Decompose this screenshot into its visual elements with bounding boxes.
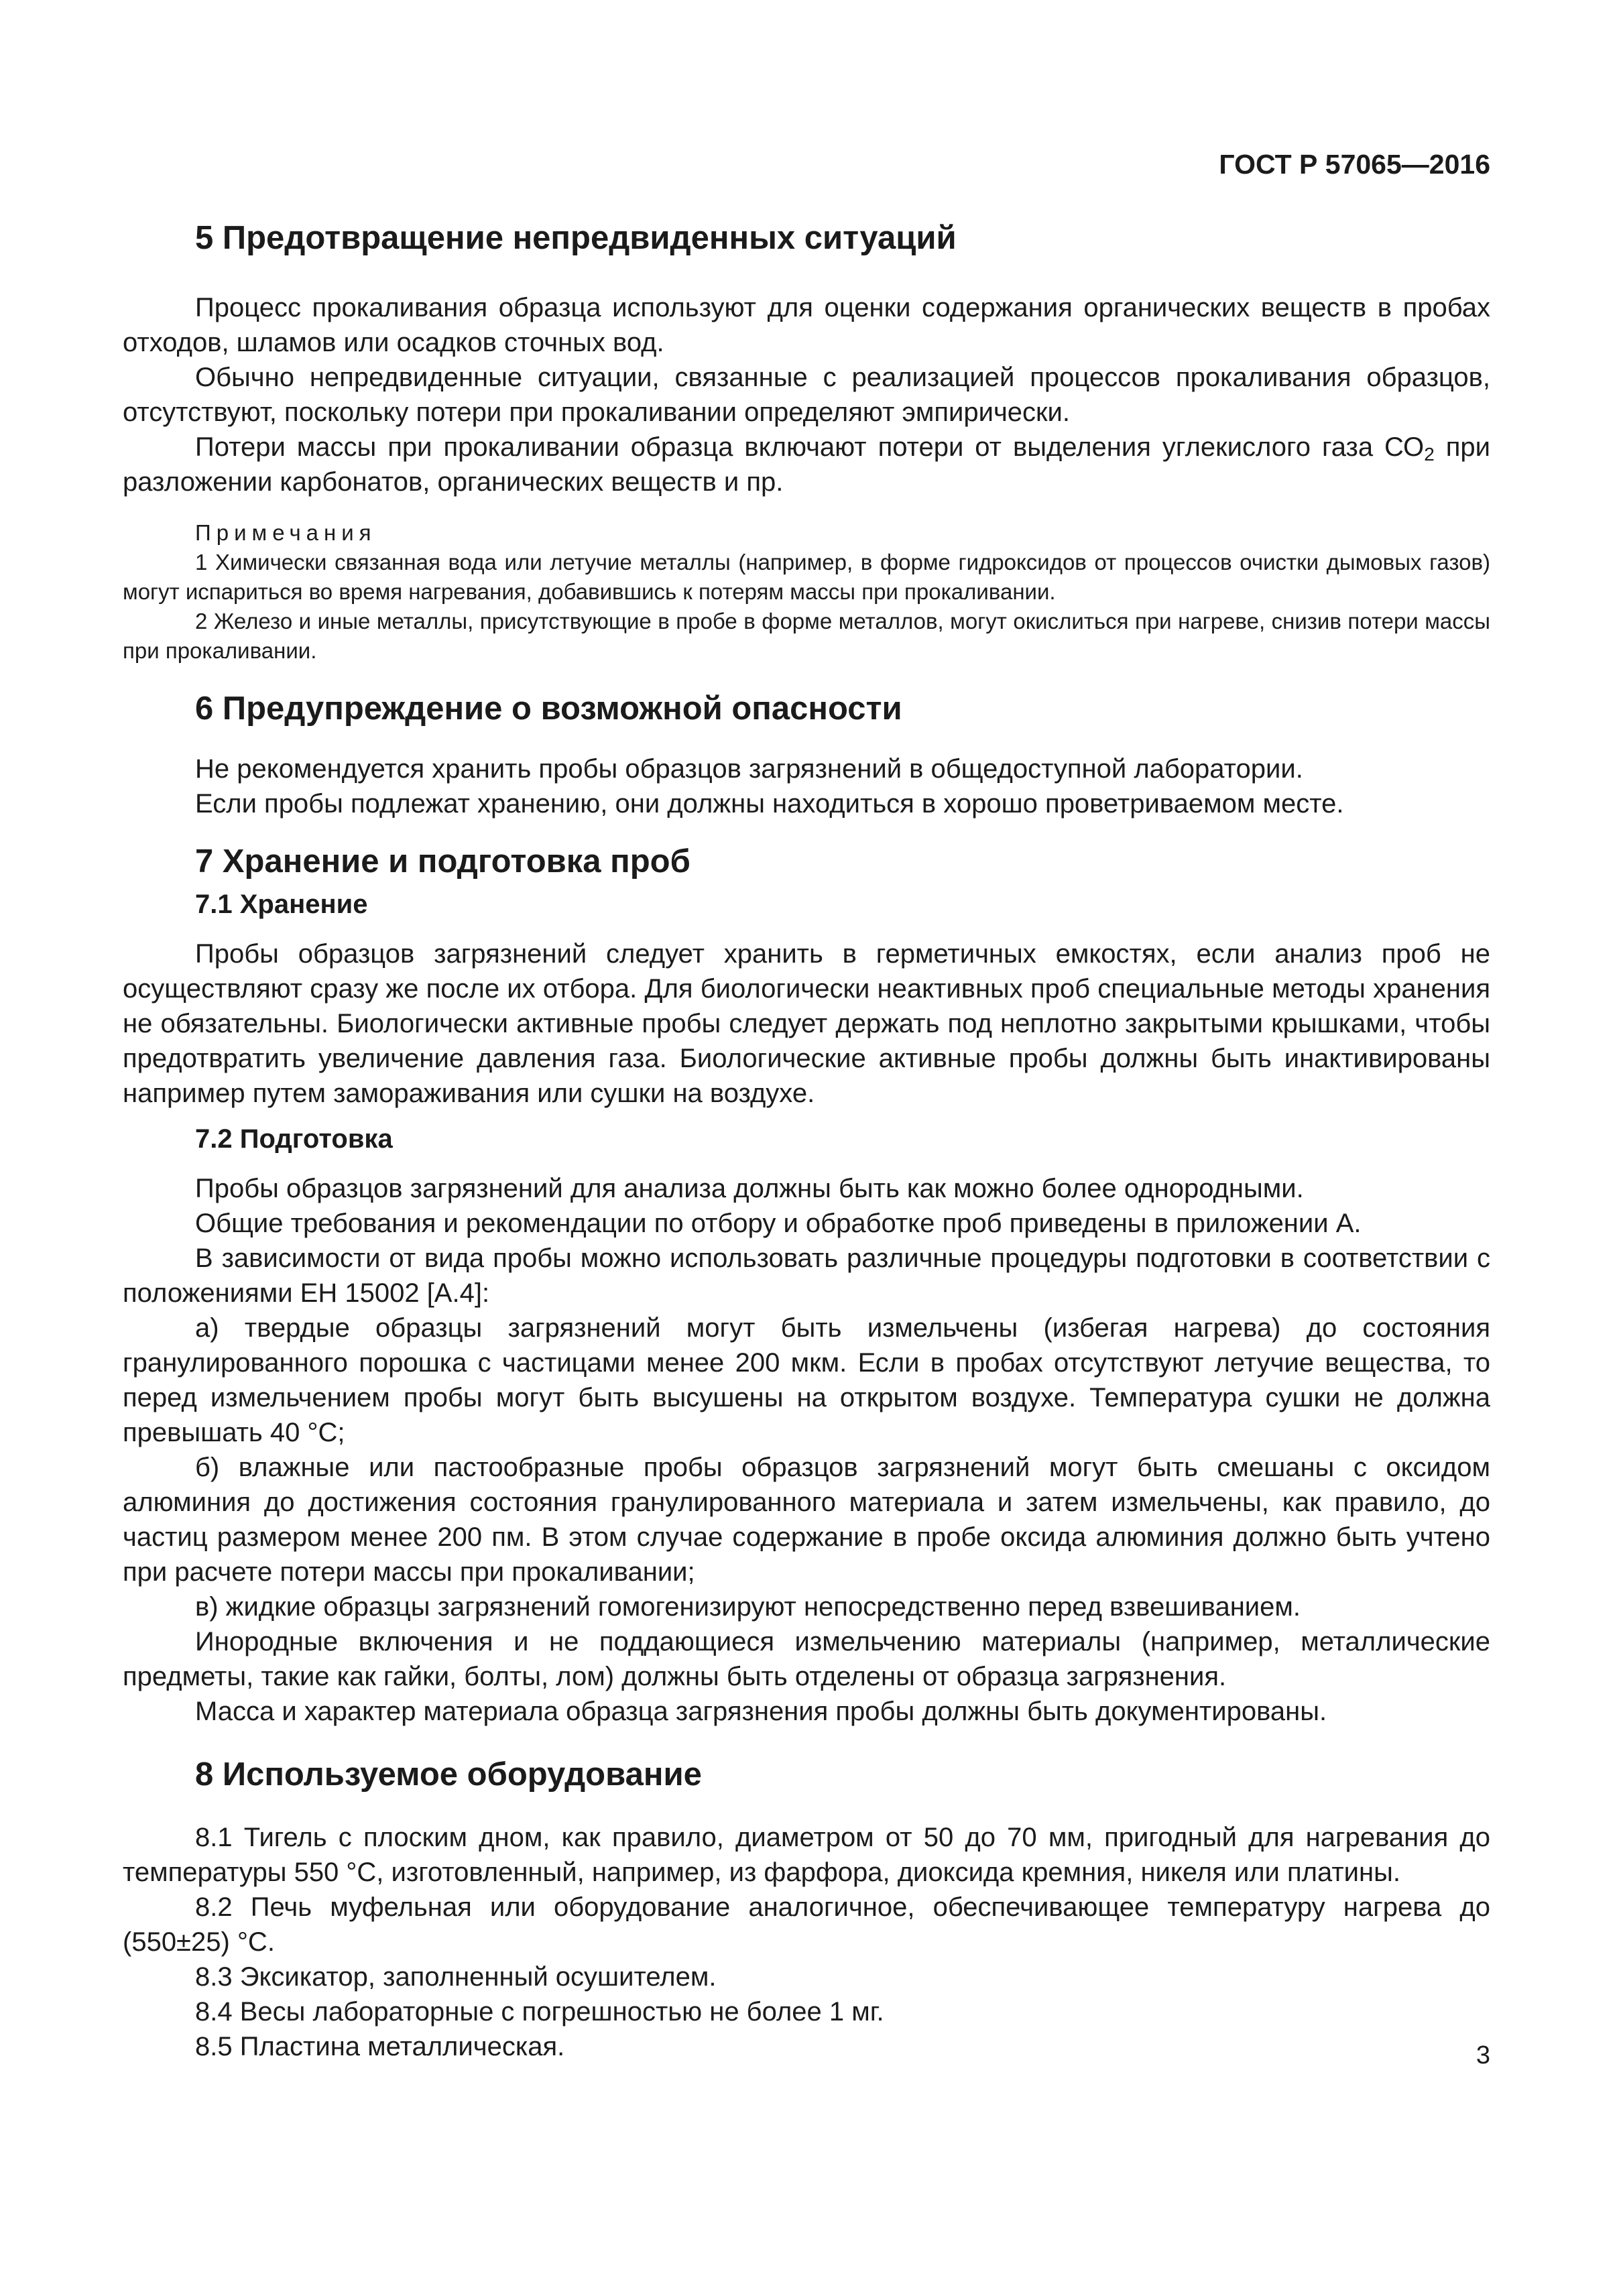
section-5-title: 5 Предотвращение непредвиденных ситуаций: [195, 220, 957, 256]
list-item-b: б) влажные или пастообразные пробы образцов загрязнений могут быть смешаны с оксидом алюминия до достижения состояния гранулированного материала и затем измельчены, как правило, до частиц размером менее 200 пм. В этом случае содержание в пробе оксида алюминия должно быть учтено при расчете потери массы при прокаливании;: [123, 1453, 1490, 1587]
equipment-item: 8.1 Тигель с плоским дном, как правило, диаметром от 50 до 70 мм, пригодный для нагревания до температуры 550 °С, изготовленный, например, из фарфора, диоксида кремния, никеля или платины.: [123, 1823, 1490, 1887]
equipment-item: 8.3 Эксикатор, заполненный осушителем.: [195, 1962, 717, 1992]
section-6-title: 6 Предупреждение о возможной опасности: [195, 690, 902, 727]
subsection-7-2-paragraph: Общие требования и рекомендации по отбору и обработке проб приведены в приложении А.: [195, 1209, 1362, 1238]
section-6-paragraph: Не рекомендуется хранить пробы образцов загрязнений в общедоступной лаборатории.: [195, 754, 1303, 784]
list-item-c: в) жидкие образцы загрязнений гомогенизируют непосредственно перед взвешиванием.: [195, 1592, 1301, 1622]
subsection-7-2-paragraph: Инородные включения и не поддающиеся измельчению материалы (например, металлические предметы, такие как гайки, болты, лом) должны быть отделены от образца загрязнения.: [123, 1627, 1490, 1691]
equipment-item: 8.5 Пластина металлическая.: [195, 2032, 565, 2061]
document-code: ГОСТ Р 57065—2016: [1219, 149, 1490, 180]
section-5-paragraph-co2: [123, 430, 1490, 499]
subsection-7-2-paragraph: Пробы образцов загрязнений для анализа должны быть как можно более однородными.: [195, 1174, 1304, 1203]
co2-text-after: при разложении карбонатов, органических веществ и пр.: [123, 432, 1490, 497]
section-8-title: 8 Используемое оборудование: [195, 1756, 702, 1793]
equipment-item: 8.2 Печь муфельная или оборудование аналогичное, обеспечивающее температуру нагрева до (550±25) °С.: [123, 1892, 1490, 1957]
subsection-7-1-title: 7.1 Хранение: [195, 890, 368, 919]
note-1: 1 Химически связанная вода или летучие металлы (например, в форме гидроксидов от процессов очистки дымовых газов) могут испариться во время нагревания, добавившись к потерям массы при прокаливании.: [123, 550, 1490, 604]
notes-title: Примечания: [195, 520, 377, 545]
section-6-paragraph: Если пробы подлежат хранению, они должны находиться в хорошо проветриваемом месте.: [195, 789, 1344, 819]
page-content: [123, 218, 1490, 2064]
subsection-7-2-paragraph: В зависимости от вида пробы можно использовать различные процедуры подготовки в соответствии с положениями ЕН 15002 [А.4]:: [123, 1244, 1490, 1308]
co2-subscript: 2: [1424, 444, 1435, 465]
section-7-title: 7 Хранение и подготовка проб: [195, 843, 690, 880]
subsection-7-1-paragraph: Пробы образцов загрязнений следует хранить в герметичных емкостях, если анализ проб не осуществляют сразу же после их отбора. Для биологически неактивных проб специальные методы хранения не обязательны. Биологически активные пробы следует держать под неплотно закрытыми крышками, чтобы предотвратить увеличение давления газа. Биологические активные пробы должны быть инактивированы например путем замораживания или сушки на воздухе.: [123, 939, 1490, 1108]
subsection-7-2-paragraph: Масса и характер материала образца загрязнения пробы должны быть документированы.: [195, 1697, 1327, 1726]
equipment-item: 8.4 Весы лабораторные с погрешностью не более 1 мг.: [195, 1997, 884, 2027]
page-number: 3: [1476, 2041, 1490, 2069]
co2-text-before: Потери массы при прокаливании образца включают потери от выделения углекислого газа СО: [195, 432, 1425, 462]
note-2: 2 Железо и иные металлы, присутствующие в пробе в форме металлов, могут окислиться при нагреве, снизив потери массы при прокаливании.: [123, 609, 1490, 663]
section-5-paragraph: Обычно непредвиденные ситуации, связанные с реализацией процессов прокаливания образцов, отсутствуют, поскольку потери при прокаливании определяют эмпирически.: [123, 363, 1490, 427]
list-item-a: а) твердые образцы загрязнений могут быть измельчены (избегая нагрева) до состояния гранулированного порошка с частицами менее 200 мкм. Если в пробах отсутствуют летучие вещества, то перед измельчением пробы могут быть высушены на открытом воздухе. Температура сушки не должна превышать 40 °С;: [123, 1313, 1490, 1447]
section-5-paragraph: Процесс прокаливания образца используют для оценки содержания органических веществ в пробах отходов, шламов или осадков сточных вод.: [123, 293, 1490, 357]
subsection-7-2-title: 7.2 Подготовка: [195, 1124, 393, 1154]
